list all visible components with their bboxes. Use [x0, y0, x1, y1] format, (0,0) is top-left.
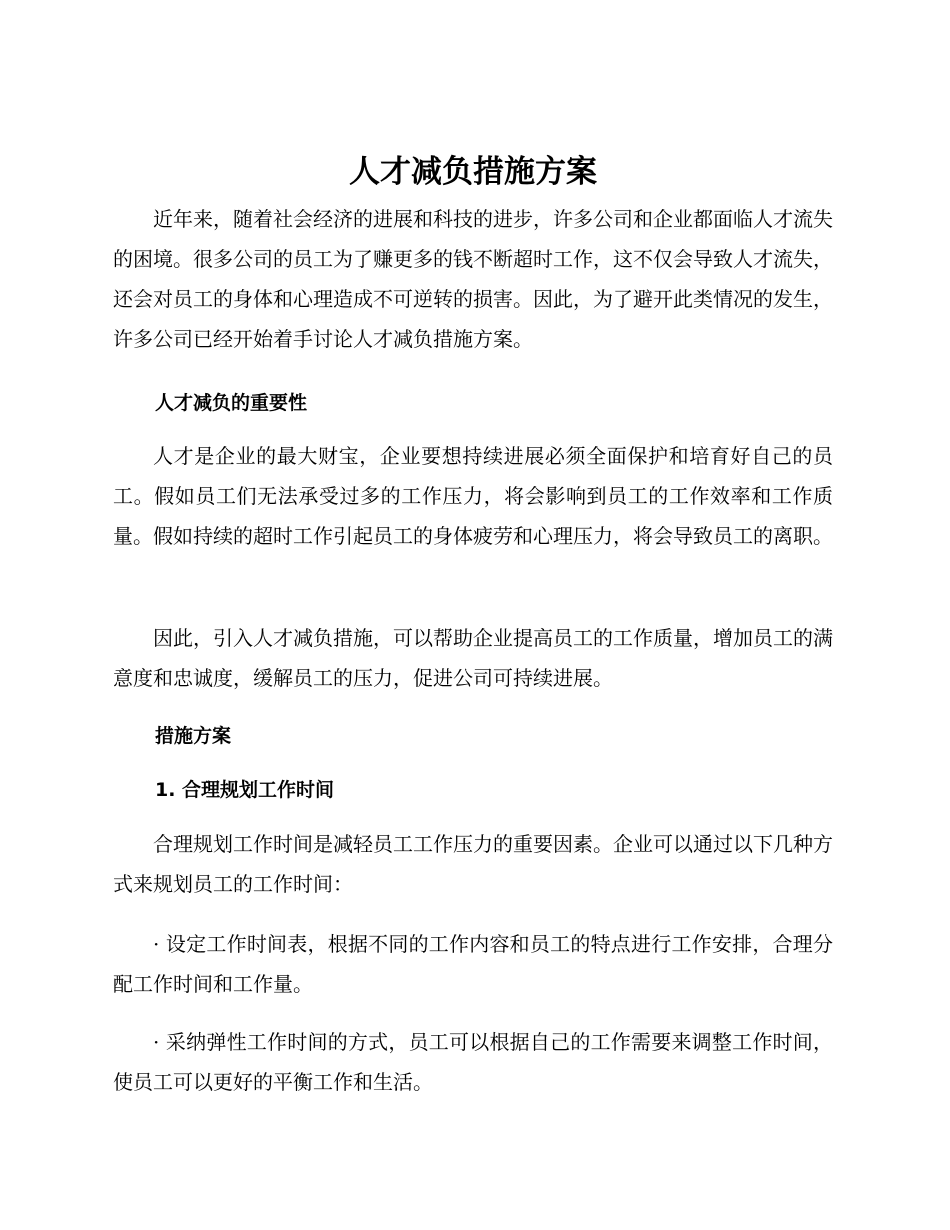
bullet-item-flexible-time: · 采纳弹性工作时间的方式，员工可以根据自己的工作需要来调整工作时间，使员工可以更好的平衡工作和生活。 [113, 1030, 833, 1094]
work-time-paragraph: 合理规划工作时间是减轻员工工作压力的重要因素。企业可以通过以下几种方式来规划员工的工作时间： [113, 832, 833, 896]
section-heading-measures: 措施方案 [155, 725, 232, 747]
subsection-heading-work-time: 1. 合理规划工作时间 [155, 779, 335, 801]
intro-paragraph: 近年来，随着社会经济的进展和科技的进步，许多公司和企业都面临人才流失的困境。很多公司的员工为了赚更多的钱不断超时工作，这不仅会导致人才流失，还会对员工的身体和心理造成不可逆转的损害。因此，为了避开此类情况的发生，许多公司已经开始着手讨论人才减负措施方案。 [113, 207, 833, 351]
bullet-item-schedule: · 设定工作时间表，根据不同的工作内容和员工的特点进行工作安排，合理分配工作时间和工作量。 [113, 932, 833, 996]
importance-paragraph-2: 因此，引入人才减负措施，可以帮助企业提高员工的工作质量，增加员工的满意度和忠诚度，缓解员工的压力，促进公司可持续进展。 [113, 626, 833, 690]
section-heading-importance: 人才减负的重要性 [155, 392, 308, 414]
importance-paragraph-1: 人才是企业的最大财宝，企业要想持续进展必须全面保护和培育好自己的员工。假如员工们无法承受过多的工作压力，将会影响到员工的工作效率和工作质量。假如持续的超时工作引起员工的身体疲劳和心理压力，将会导致员工的离职。 [113, 444, 833, 548]
document-title: 人才减负措施方案 [349, 154, 597, 190]
